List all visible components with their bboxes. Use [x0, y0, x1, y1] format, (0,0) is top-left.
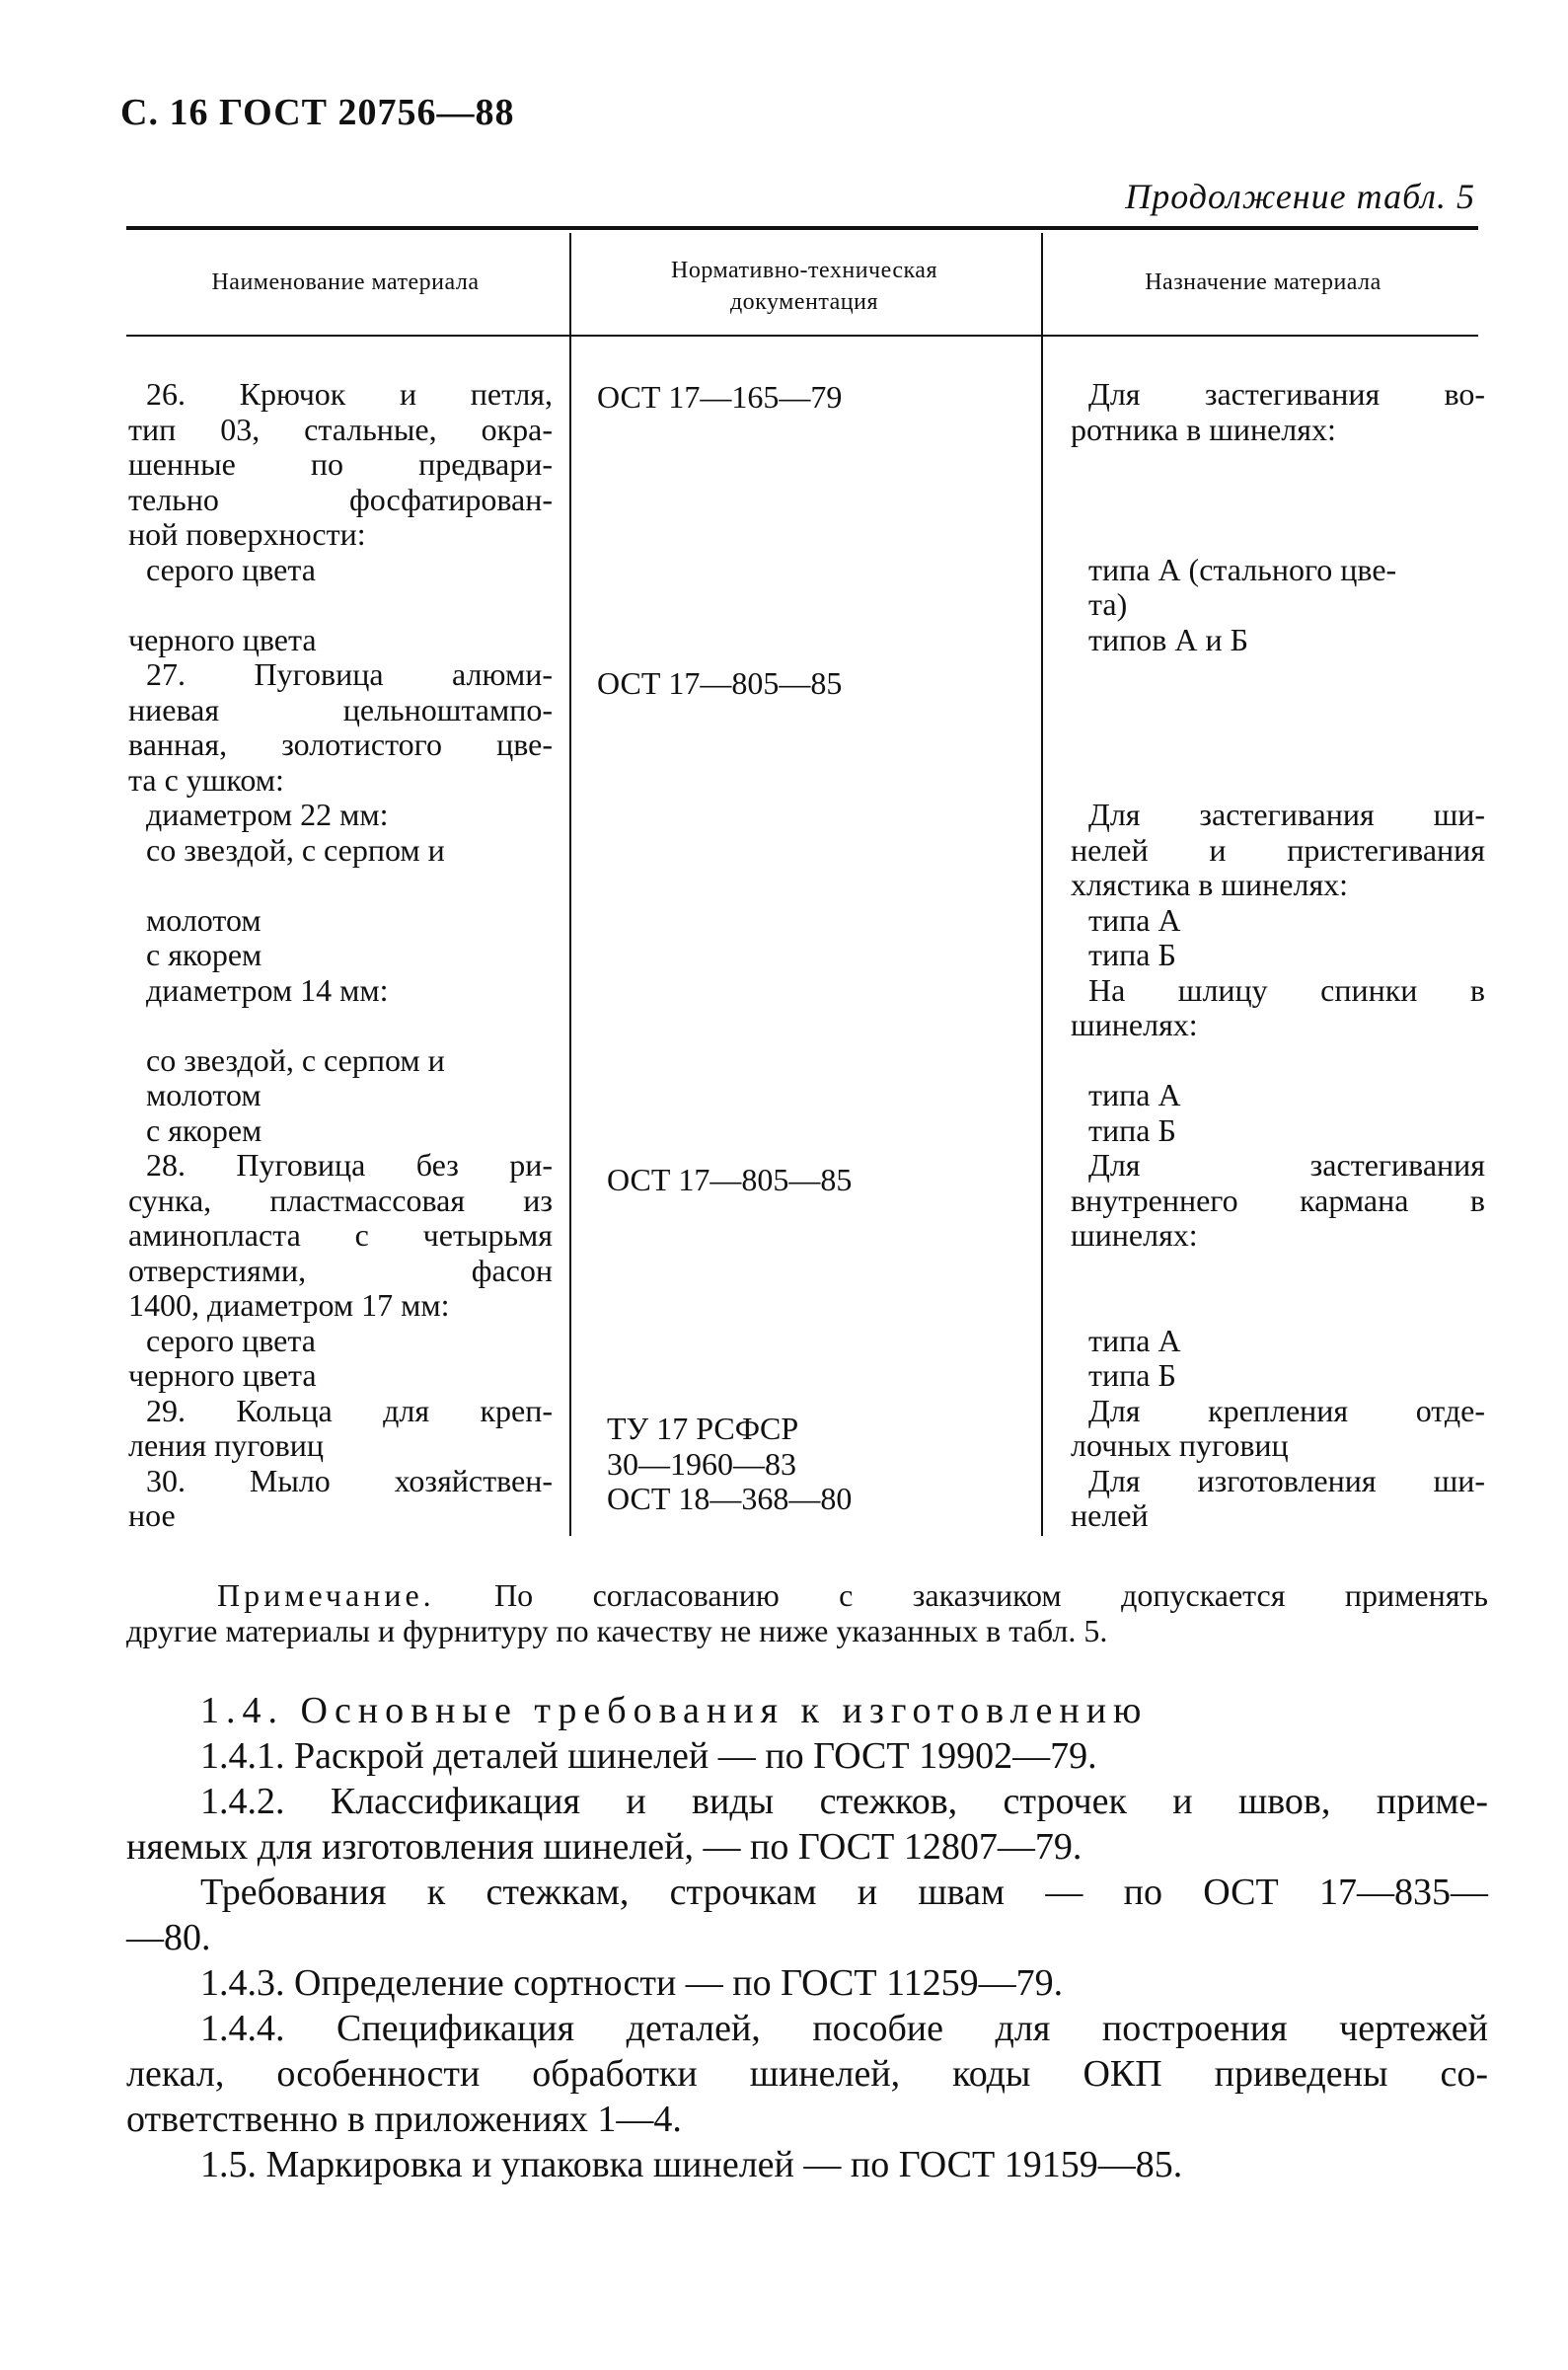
material-line: шенные по предвари-	[128, 446, 553, 482]
body-sections	[126, 1688, 1488, 2187]
column-header-documentation	[577, 255, 1031, 318]
material-line: ления пуговиц	[128, 1427, 324, 1463]
purpose-line: шинелях:	[1071, 1007, 1198, 1042]
purpose-line: нелей	[1071, 1497, 1149, 1533]
column-material	[128, 377, 553, 1534]
column-header-purpose: Назначение материала	[1145, 269, 1381, 295]
purpose-line: типа А	[1088, 1322, 1181, 1358]
requirements-line-2: —80.	[126, 1917, 211, 1958]
section-1-4-4-line-1: 1.4.4. Спецификация деталей, пособие для построения чертежей	[200, 2008, 1488, 2049]
material-line: сунка, пластмассовая из	[128, 1182, 553, 1218]
purpose-line: типа А	[1088, 1077, 1181, 1112]
purpose-line: внутреннего кармана в	[1071, 1182, 1485, 1218]
purpose-line: типа А	[1088, 901, 1181, 938]
material-line: 28. Пуговица без ри-	[146, 1147, 553, 1183]
purpose-line: Для застегивания во-	[1088, 376, 1485, 412]
material-line: 27. Пуговица алюми-	[146, 656, 553, 692]
purpose-line: типа Б	[1088, 937, 1176, 972]
doc-entry-27: ОСТ 17—805—85	[597, 665, 843, 701]
material-line: аминопласта с четырьмя	[128, 1217, 553, 1253]
table-top-rule	[126, 226, 1478, 230]
doc-entry-28: ОСТ 17—805—85	[607, 1162, 853, 1197]
material-line: со звездой, с серпом и	[146, 1041, 445, 1078]
column-header-documentation-text: Нормативно-техническая документация	[671, 258, 937, 315]
material-line	[128, 1008, 553, 1043]
table-header-rule	[126, 335, 1478, 337]
column-divider-2	[1041, 233, 1043, 1536]
column-divider-1	[569, 233, 571, 1536]
material-line: молотом	[146, 1077, 261, 1112]
material-line: диаметром 22 мм:	[146, 797, 389, 832]
purpose-line: типа Б	[1088, 1357, 1176, 1393]
material-line: с якорем	[146, 1111, 262, 1148]
purpose-line: нелей и пристегивания	[1071, 831, 1485, 868]
purpose-line	[1071, 727, 1485, 763]
section-1-4-1: 1.4.1. Раскрой деталей шинелей — по ГОСТ 19902—79.	[200, 1735, 1097, 1777]
purpose-line: та)	[1088, 586, 1128, 622]
material-line	[128, 587, 553, 623]
doc-line: ТУ 17 РСФСР	[607, 1411, 799, 1446]
column-header-material: Наименование материала	[211, 269, 480, 295]
material-line: 1400, диаметром 17 мм:	[128, 1287, 450, 1323]
material-line: 29. Кольца для креп-	[146, 1392, 553, 1428]
material-line: серого цвета	[146, 551, 316, 587]
material-line: ное	[128, 1497, 176, 1533]
purpose-line: типа А (стального цве-	[1088, 551, 1397, 587]
material-line: серого цвета	[146, 1322, 316, 1358]
column-purpose	[1071, 377, 1485, 1534]
material-line: со звездой, с серпом и	[146, 831, 445, 868]
doc-entry-29-30	[607, 1412, 1031, 1517]
section-1-4-2-line-1: 1.4.2. Классификация и виды стежков, строчек и швов, приме-	[200, 1781, 1488, 1822]
material-line: та с ушком:	[128, 761, 284, 798]
material-line: черного цвета	[128, 1357, 317, 1393]
purpose-line	[1071, 1288, 1485, 1324]
material-line: 26. Крючок и петля,	[146, 376, 553, 412]
purpose-line	[1071, 1043, 1485, 1079]
purpose-line: типов А и Б	[1088, 621, 1248, 657]
note-line-2: другие материалы и фурнитуру по качеству не ниже указанных в табл. 5.	[126, 1613, 1108, 1648]
material-line: молотом	[146, 901, 261, 938]
purpose-line	[1071, 693, 1485, 728]
purpose-line: Для застегивания ши-	[1088, 797, 1485, 832]
purpose-line: хлястика в шинелях:	[1071, 867, 1349, 902]
page-header: С. 16 ГОСТ 20756—88	[120, 92, 515, 133]
doc-line: ОСТ 18—368—80	[607, 1481, 853, 1516]
note-text-1: По согласованию с заказчиком допускается применять	[494, 1577, 1488, 1613]
note-label: Примечание.	[217, 1577, 435, 1613]
material-line	[128, 868, 553, 903]
material-line: 30. Мыло хозяйствен-	[146, 1462, 553, 1498]
material-line: ванная, золотистого цве-	[128, 726, 553, 762]
purpose-line: На шлицу спинки в	[1088, 971, 1485, 1008]
section-1-4-heading: 1.4. Основные требования к изготовлению	[200, 1690, 1149, 1731]
purpose-line	[1071, 1254, 1485, 1289]
material-line: черного цвета	[128, 621, 317, 657]
material-line: с якорем	[146, 937, 262, 972]
requirements-line-1: Требования к стежкам, строчкам и швам — по ОСТ 17—835—	[200, 1872, 1488, 1913]
purpose-line: лочных пуговиц	[1071, 1427, 1289, 1463]
section-1-4-3: 1.4.3. Определение сортности — по ГОСТ 11259—79.	[200, 1962, 1064, 2004]
material-line: ниевая цельноштампо-	[128, 691, 553, 727]
purpose-line	[1071, 447, 1485, 483]
section-1-5: 1.5. Маркировка и упаковка шинелей — по ГОСТ 19159—85.	[200, 2144, 1183, 2185]
material-line: диаметром 14 мм:	[146, 971, 389, 1008]
note-line-1	[126, 1577, 1488, 1613]
purpose-line: типа Б	[1088, 1111, 1176, 1148]
doc-entry-26: ОСТ 17—165—79	[597, 379, 843, 415]
section-1-4-4-line-2: лекал, особенности обработки шинелей, коды ОКП приведены со-	[126, 2053, 1488, 2095]
purpose-line	[1071, 483, 1485, 518]
doc-line: 30—1960—83	[607, 1445, 796, 1482]
purpose-line	[1071, 517, 1485, 553]
purpose-line: Для застегивания	[1088, 1147, 1485, 1183]
table-note	[126, 1577, 1488, 1648]
material-line: тельно фосфатирован-	[128, 481, 553, 517]
material-line: тип 03, стальные, окра-	[128, 411, 553, 447]
material-line: ной поверхности:	[128, 516, 366, 552]
purpose-line: шинелях:	[1071, 1217, 1198, 1253]
table-continuation-label: Продолжение табл. 5	[1125, 177, 1475, 216]
section-1-4-2-line-2: няемых для изготовления шинелей, — по ГОСТ 12807—79.	[126, 1826, 1083, 1868]
purpose-line: ротника в шинелях:	[1071, 411, 1336, 447]
material-line: отверстиями, фасон	[128, 1252, 553, 1288]
section-1-4-4-line-3: ответственно в приложениях 1—4.	[126, 2099, 682, 2140]
purpose-line	[1071, 657, 1485, 693]
purpose-line	[1071, 763, 1485, 799]
purpose-line: Для крепления отде-	[1088, 1392, 1485, 1428]
purpose-line: Для изготовления ши-	[1088, 1462, 1485, 1498]
